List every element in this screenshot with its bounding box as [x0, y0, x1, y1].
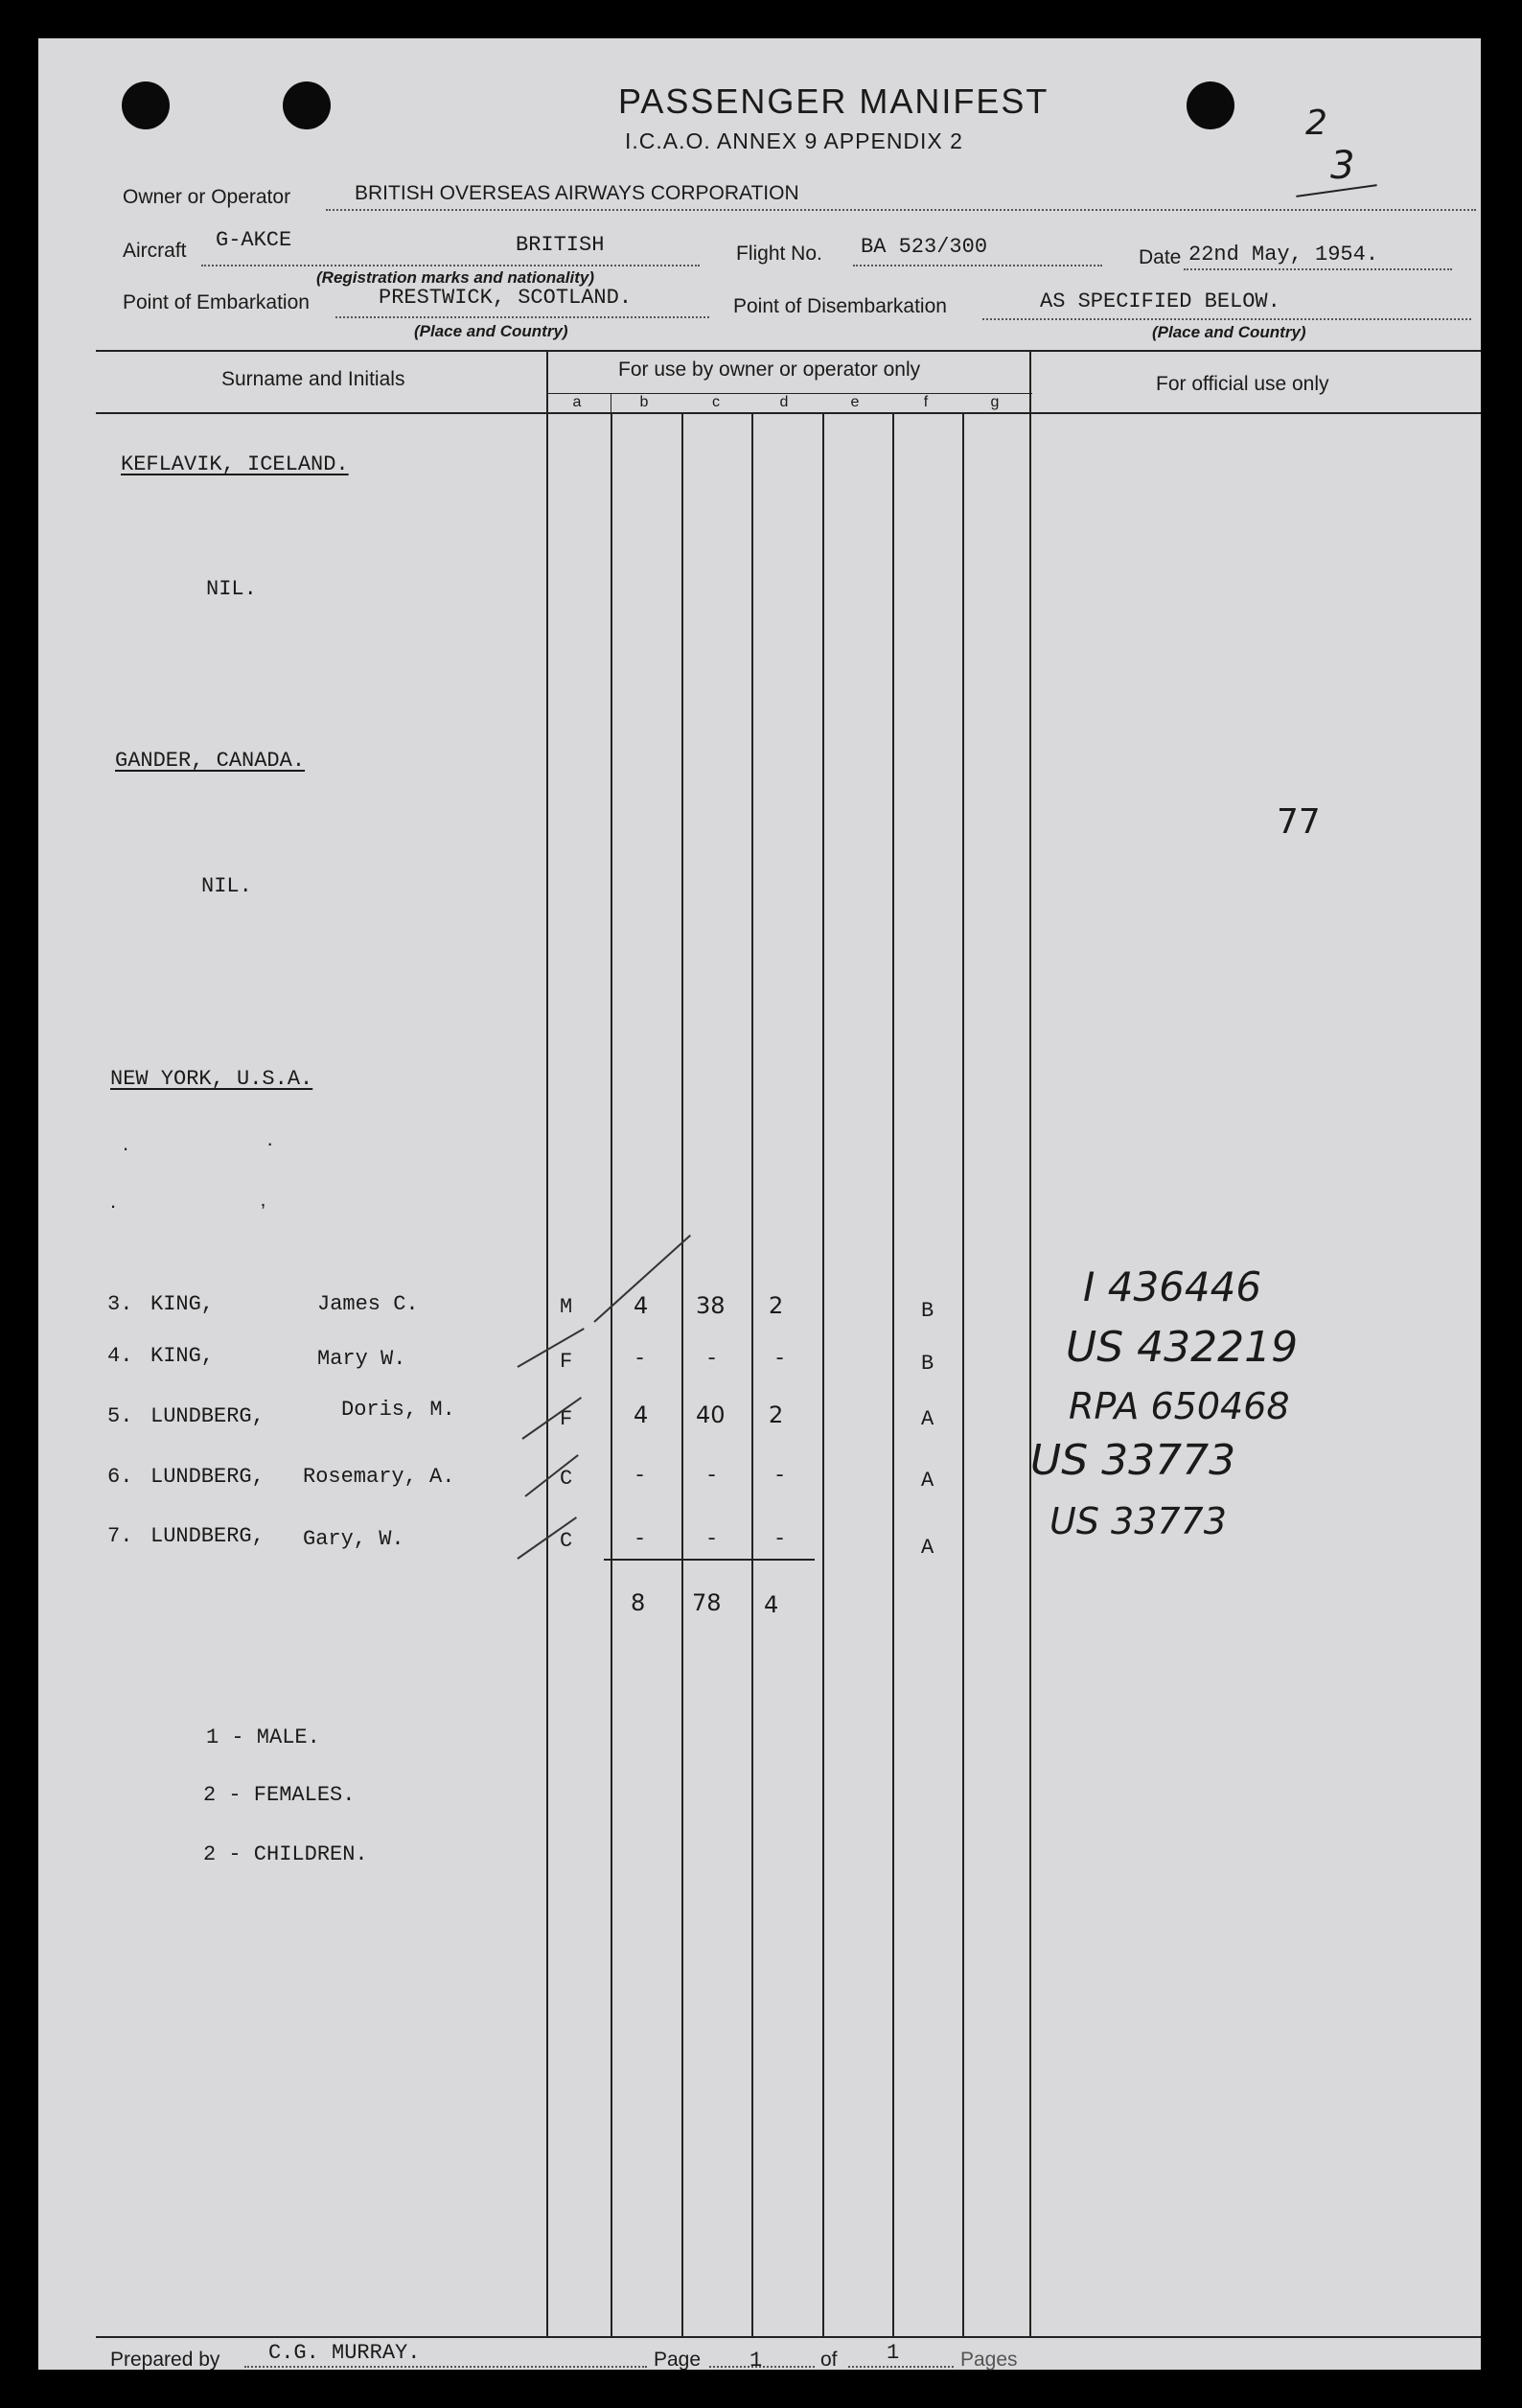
- passenger-surname: LUNDBERG,: [150, 1404, 265, 1428]
- manifest-page: [38, 38, 1481, 2373]
- prepared-value: C.G. MURRAY.: [268, 2341, 421, 2365]
- passenger-col-f: A: [921, 1536, 934, 1560]
- footer-rule: [96, 2336, 1481, 2338]
- passenger-given-names: Doris, M.: [341, 1398, 455, 1422]
- passenger-col-f: B: [921, 1299, 934, 1323]
- passenger-official-number: US 33773: [1030, 1436, 1236, 1485]
- page-dotline: [709, 2366, 815, 2368]
- col-letter-g: g: [990, 394, 1000, 410]
- passenger-official-number: I 436446: [1083, 1263, 1262, 1310]
- passenger-number: 6.: [107, 1465, 133, 1489]
- punch-hole-2: [283, 81, 331, 129]
- total-col-b: 8: [631, 1589, 646, 1616]
- passenger-col-c: 38: [696, 1292, 726, 1319]
- passenger-official-number: US 432219: [1066, 1323, 1299, 1372]
- table-header-bottom-rule: [96, 412, 1481, 414]
- flight-dotline: [853, 265, 1102, 266]
- passenger-given-names: James C.: [317, 1292, 419, 1316]
- passenger-number: 7.: [107, 1524, 133, 1548]
- col-rule-3: [681, 412, 683, 2336]
- summary-children: 2 - CHILDREN.: [203, 1842, 368, 1866]
- owner-dotline: [326, 209, 1476, 211]
- flight-label: Flight No.: [736, 243, 822, 265]
- passenger-col-c: -: [705, 1347, 719, 1371]
- passenger-col-a: F: [560, 1407, 573, 1431]
- registration-note: (Registration marks and nationality): [316, 268, 594, 287]
- passenger-surname: LUNDBERG,: [150, 1524, 265, 1548]
- passenger-col-b: 4: [634, 1292, 649, 1319]
- passenger-col-d: -: [773, 1464, 787, 1488]
- passenger-col-b: -: [634, 1464, 647, 1488]
- passenger-number: 5.: [107, 1404, 133, 1428]
- surname-header: Surname and Initials: [221, 368, 405, 390]
- punch-hole-1: [122, 81, 170, 129]
- col-rule-5: [822, 412, 824, 2336]
- summary-males: 1 - MALE.: [206, 1725, 320, 1749]
- passenger-official-number: RPA 650468: [1069, 1385, 1290, 1427]
- col-rule-2: [611, 412, 612, 2336]
- owner-value: BRITISH OVERSEAS AIRWAYS CORPORATION: [355, 182, 799, 204]
- embark-dotline: [335, 316, 709, 318]
- section-place-new-york: NEW YORK, U.S.A.: [110, 1067, 313, 1091]
- section-place-keflavik: KEFLAVIK, ICELAND.: [121, 452, 349, 476]
- passenger-col-a: C: [560, 1467, 573, 1491]
- embark-note: (Place and Country): [414, 322, 568, 340]
- disembark-dotline: [982, 318, 1471, 320]
- corner-mark-bottom: 3: [1330, 144, 1355, 188]
- passenger-col-f: B: [921, 1352, 934, 1376]
- totals-rule: [604, 1559, 815, 1561]
- of-value: 1: [887, 2341, 900, 2365]
- stray-mark-2: ·: [266, 1131, 274, 1155]
- aircraft-value: G-AKCE: [216, 228, 292, 252]
- passenger-given-names: Rosemary, A.: [303, 1465, 455, 1489]
- official-header: For official use only: [1156, 373, 1329, 395]
- col-rule-8: [1029, 350, 1031, 2336]
- passenger-surname: KING,: [150, 1292, 215, 1316]
- aircraft-nationality: BRITISH: [516, 233, 605, 257]
- col-rule-4: [751, 412, 753, 2336]
- prepared-label: Prepared by: [110, 2349, 220, 2371]
- table-top-rule: [96, 350, 1481, 352]
- date-dotline: [1184, 268, 1452, 270]
- section-entry-keflavik: NIL.: [206, 577, 257, 601]
- prepared-dotline: [244, 2366, 647, 2368]
- passenger-col-c: -: [705, 1464, 719, 1488]
- col-letter-d: d: [779, 394, 789, 410]
- col-letter-e: e: [850, 394, 860, 410]
- passenger-col-d: -: [773, 1527, 787, 1551]
- disembark-label: Point of Disembarkation: [733, 295, 947, 317]
- aircraft-label: Aircraft: [123, 240, 187, 262]
- col-letter-b: b: [639, 394, 649, 410]
- col-letter-f: f: [923, 394, 929, 410]
- passenger-col-d: 2: [769, 1292, 784, 1319]
- of-label: of: [820, 2349, 838, 2371]
- passenger-col-b: 4: [634, 1401, 649, 1428]
- official-mark: 77: [1277, 802, 1321, 842]
- passenger-col-a: C: [560, 1529, 573, 1553]
- passenger-col-a: M: [560, 1295, 573, 1319]
- owner-use-header: For use by owner or operator only: [618, 359, 921, 381]
- manifest-title: PASSENGER MANIFEST: [618, 81, 1049, 121]
- stray-mark-3: ‚: [261, 1187, 265, 1211]
- passenger-number: 4.: [107, 1344, 133, 1368]
- disembark-note: (Place and Country): [1152, 323, 1306, 341]
- date-value: 22nd May, 1954.: [1188, 243, 1379, 266]
- embark-label: Point of Embarkation: [123, 291, 310, 313]
- punch-hole-3: [1187, 81, 1234, 129]
- of-dotline: [848, 2366, 954, 2368]
- section-entry-gander: NIL.: [201, 874, 252, 898]
- passenger-number: 3.: [107, 1292, 133, 1316]
- passenger-col-b: -: [634, 1527, 647, 1551]
- col-rule-1: [546, 350, 548, 2336]
- passenger-given-names: Mary W.: [317, 1347, 406, 1371]
- embark-value: PRESTWICK, SCOTLAND.: [379, 286, 633, 310]
- stray-mark-4: .: [110, 1189, 117, 1213]
- flight-value: BA 523/300: [861, 235, 988, 259]
- total-col-d: 4: [764, 1591, 779, 1618]
- pages-label: Pages: [960, 2349, 1018, 2371]
- passenger-surname: LUNDBERG,: [150, 1465, 265, 1489]
- passenger-surname: KING,: [150, 1344, 215, 1368]
- tick-mark: [521, 1397, 582, 1440]
- col-rule-7: [962, 412, 964, 2336]
- page-label: Page: [654, 2349, 702, 2371]
- col-letter-a: a: [572, 394, 582, 410]
- passenger-col-a: F: [560, 1350, 573, 1374]
- passenger-col-c: 40: [696, 1401, 726, 1428]
- manifest-subtitle: I.C.A.O. ANNEX 9 APPENDIX 2: [625, 128, 963, 153]
- summary-females: 2 - FEMALES.: [203, 1783, 356, 1807]
- passenger-col-d: 2: [769, 1401, 784, 1428]
- date-label: Date: [1139, 246, 1182, 268]
- passenger-official-number: US 33773: [1049, 1500, 1227, 1542]
- corner-mark-top: 2: [1305, 104, 1327, 143]
- total-col-c: 78: [692, 1589, 722, 1616]
- passenger-col-f: A: [921, 1407, 934, 1431]
- passenger-col-c: -: [705, 1527, 719, 1551]
- passenger-col-b: -: [634, 1347, 647, 1371]
- passenger-col-f: A: [921, 1469, 934, 1493]
- disembark-value: AS SPECIFIED BELOW.: [1040, 289, 1280, 313]
- section-place-gander: GANDER, CANADA.: [115, 749, 306, 773]
- owner-label: Owner or Operator: [123, 186, 291, 208]
- stray-mark-1: .: [123, 1131, 129, 1155]
- passenger-given-names: Gary, W.: [303, 1527, 404, 1551]
- col-rule-6: [892, 412, 894, 2336]
- passenger-col-d: -: [773, 1347, 787, 1371]
- page-value: 1: [749, 2349, 763, 2373]
- tick-mark: [518, 1328, 585, 1368]
- col-letter-c: c: [712, 394, 720, 410]
- aircraft-dotline: [201, 265, 700, 266]
